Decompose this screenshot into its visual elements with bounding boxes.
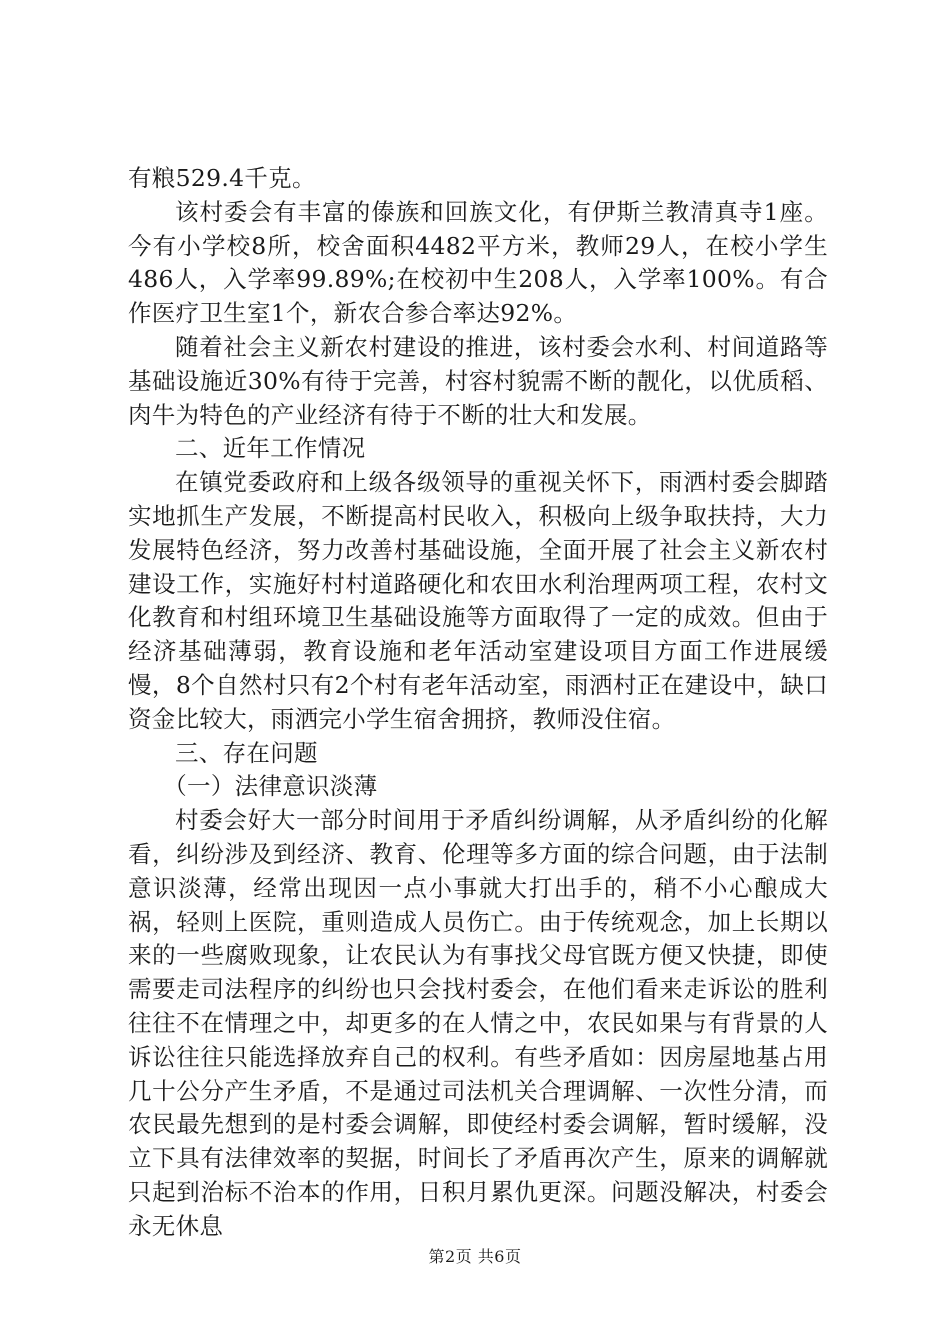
section-heading-problems: 三、存在问题 <box>175 738 318 767</box>
page-number-footer: 第2页 共6页 <box>428 1247 522 1266</box>
paragraph-legal-awareness: 村委会好大一部分时间用于矛盾纠纷调解，从矛盾纠纷的化解看，纠纷涉及到经济、教育、伦理等多方面的综合问题，由于法制意识淡薄，经常出现因一点小事就大打出手的，稍不小心酿成大祸，轻则上医院，重则造成人员伤亡。由于传统观念，加上长期以来的一些腐败现象，让农民认为有事找父母官既方便又快捷，即使需要走司法程序的纠纷也只会找村委会，在他们看来走诉讼的胜利往往不在情理之中，却更多的在人情之中，农民如果与有背景的人诉讼往往只能选择放弃自己的权利。有些矛盾如：因房屋地基占用几十公分产生矛盾，不是通过司法机关合理调解、一次性分清，而农民最先想到的是村委会调解，即使经村委会调解，暂时缓解，没立下具有法律效率的契据，时间长了矛盾再次产生，原来的调解就只起到治标不治本的作用，日积月累仇更深。问题没解决，村委会永无休息 <box>128 806 828 1240</box>
paragraph-infrastructure: 随着社会主义新农村建设的推进，该村委会水利、村间道路等基础设施近30%有待于完善，村容村貌需不断的靓化，以优质稻、肉牛为特色的产业经济有待于不断的壮大和发展。 <box>128 332 828 429</box>
paragraph-continuation: 有粮529.4千克。 <box>128 164 316 192</box>
section-heading-recent-work: 二、近年工作情况 <box>175 434 366 463</box>
paragraph-recent-work: 在镇党委政府和上级各级领导的重视关怀下，雨洒村委会脚踏实地抓生产发展，不断提高村民收入，积极向上级争取扶持，大力发展特色经济，努力改善村基础设施，全面开展了社会主义新农村建设工作，实施好村村道路硬化和农田水利治理两项工程，农村文化教育和村组环境卫生基础设施等方面取得了一定的成效。但由于经济基础薄弱，教育设施和老年活动室建设项目方面工作进展缓慢，8个自然村只有2个村有老年活动室，雨洒村正在建设中，缺口资金比较大，雨洒完小学生宿舍拥挤，教师没住宿。 <box>128 468 828 733</box>
document-body <box>128 162 828 1244</box>
paragraph-culture-education: 该村委会有丰富的傣族和回族文化，有伊斯兰教清真寺1座。今有小学校8所，校舍面积4482平方米，教师29人，在校小学生486人，入学率99.89%;在校初中生208人，入学率100%。有合作医疗卫生室1个，新农合参合率达92%。 <box>128 197 828 328</box>
subsection-heading-legal-awareness: （一）法律意识淡薄 <box>163 772 378 801</box>
